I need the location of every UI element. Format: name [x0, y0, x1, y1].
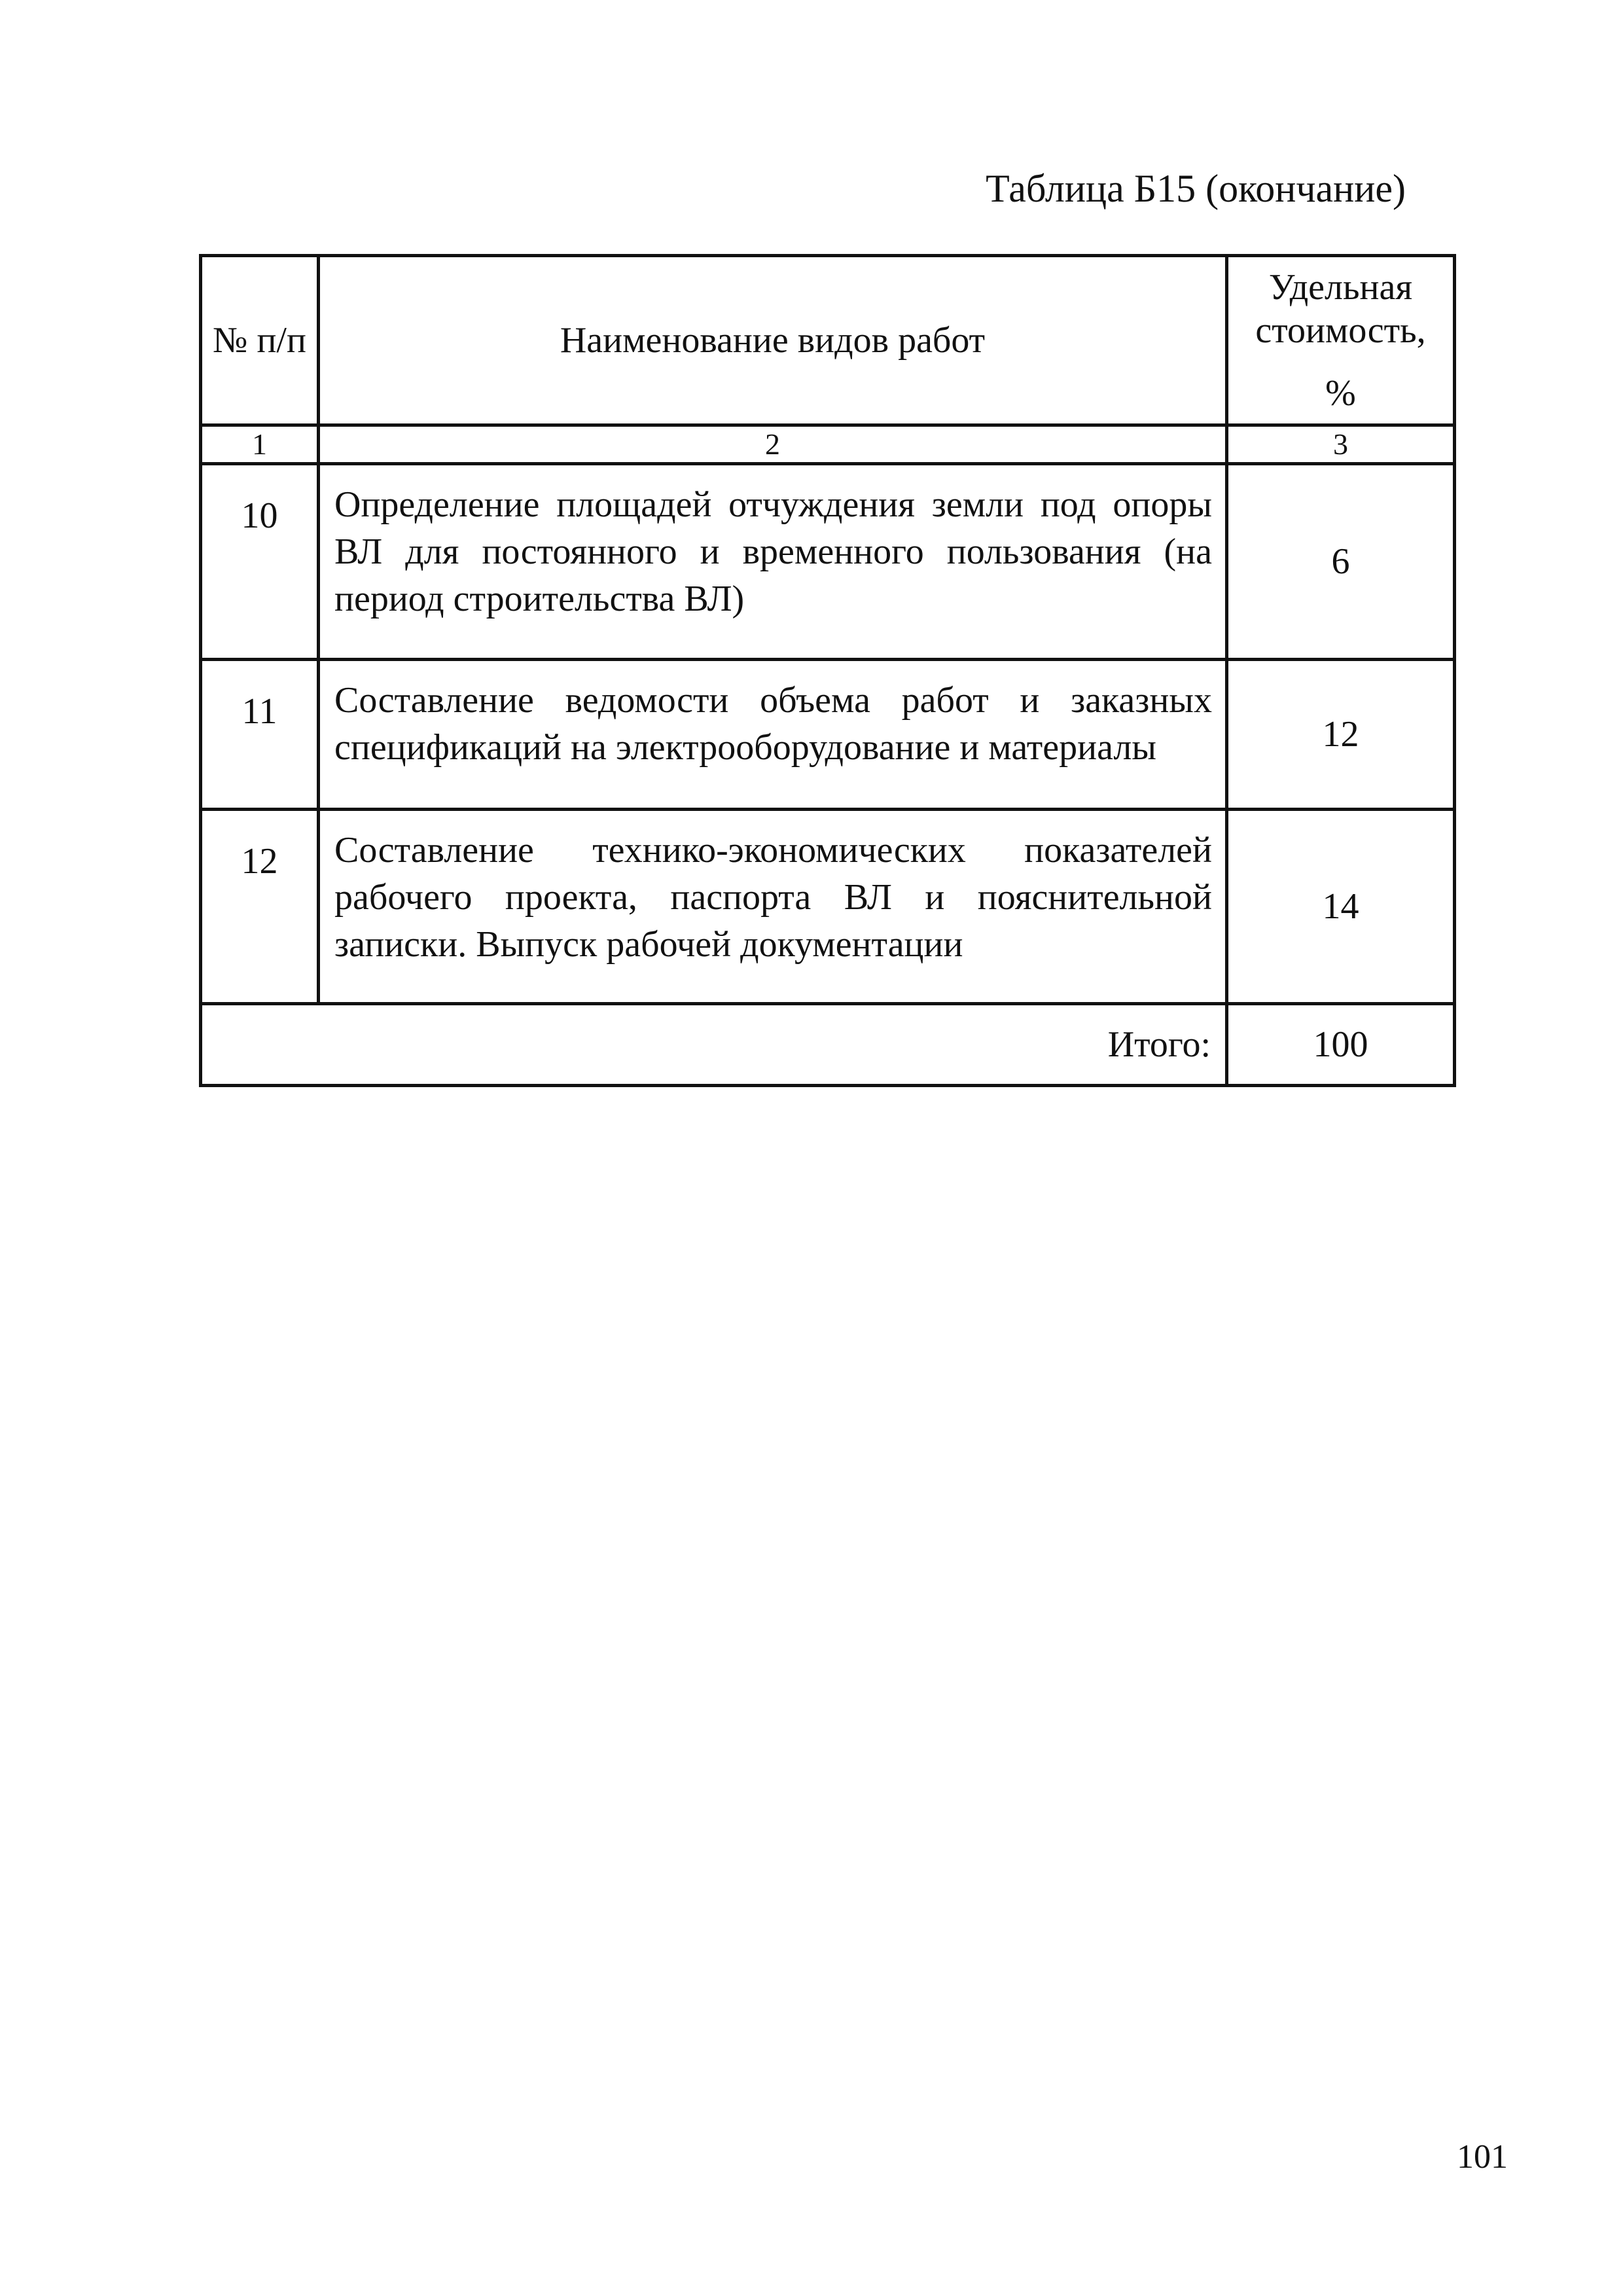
table-header-row [201, 256, 1455, 425]
column-number-3: 3 [1227, 425, 1455, 464]
header-name: Наименование видов работ [319, 256, 1227, 425]
header-cost-unit: % [1325, 373, 1356, 414]
row-cost-value: 6 [1227, 464, 1455, 660]
row-number: 12 [201, 810, 319, 1004]
page-number: 101 [1457, 2138, 1508, 2176]
row-number: 10 [201, 464, 319, 660]
column-numbers-row [201, 425, 1455, 464]
table-row [201, 464, 1455, 660]
work-cost-table [199, 254, 1456, 1087]
table-caption: Таблица Б15 (окончание) [986, 167, 1406, 210]
header-cost [1227, 256, 1455, 425]
row-work-name: Составление ведомости объема работ и заказных спецификаций на электрооборудование и материалы [319, 660, 1227, 810]
header-cost-label: Удельная стоимость, [1255, 267, 1426, 351]
column-number-1: 1 [201, 425, 319, 464]
header-number: № п/п [201, 256, 319, 425]
row-work-name: Определение площадей отчуждения земли под опоры ВЛ для постоянного и временного пользования (на период строительства ВЛ) [319, 464, 1227, 660]
row-number: 11 [201, 660, 319, 810]
total-label: Итого: [201, 1004, 1227, 1086]
table-row [201, 660, 1455, 810]
row-work-name: Составление технико-экономических показателей рабочего проекта, паспорта ВЛ и пояснительной записки. Выпуск рабочей документации [319, 810, 1227, 1004]
total-value: 100 [1227, 1004, 1455, 1086]
column-number-2: 2 [319, 425, 1227, 464]
row-cost-value: 14 [1227, 810, 1455, 1004]
row-cost-value: 12 [1227, 660, 1455, 810]
total-row [201, 1004, 1455, 1086]
table-row [201, 810, 1455, 1004]
